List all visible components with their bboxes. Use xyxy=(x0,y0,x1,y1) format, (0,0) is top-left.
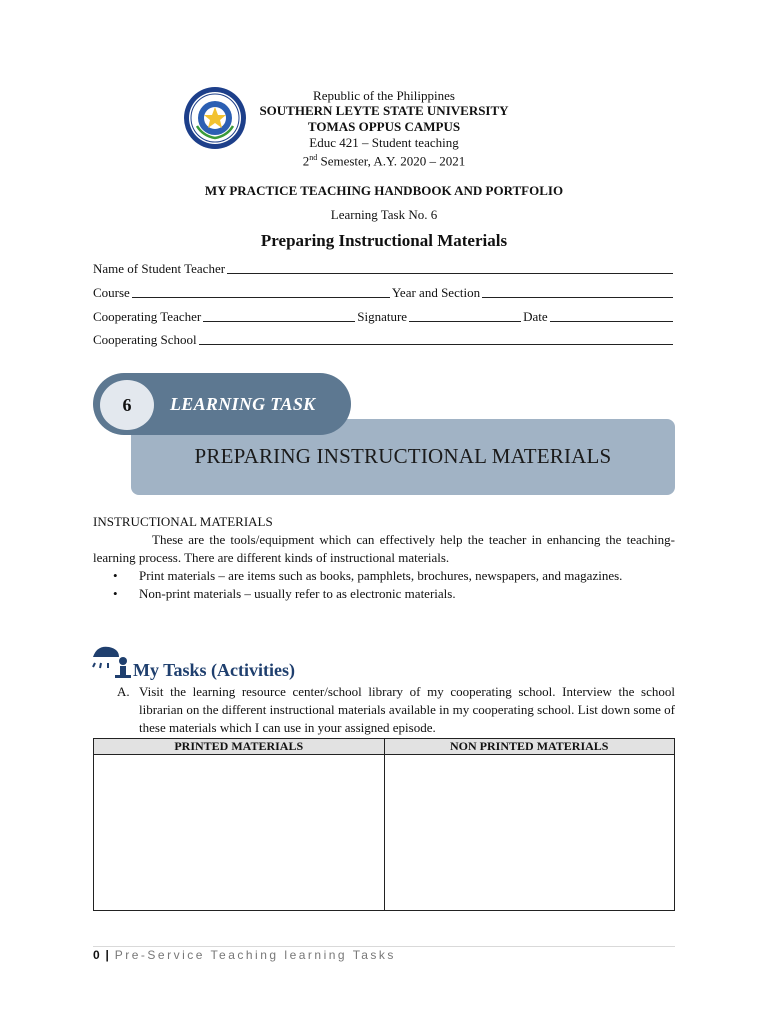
cooperating-teacher-field[interactable] xyxy=(203,309,355,322)
date-field[interactable] xyxy=(550,309,673,322)
cooperating-school-label: Cooperating School xyxy=(93,332,197,347)
course-field[interactable] xyxy=(132,285,390,298)
footer-divider xyxy=(93,946,675,947)
my-tasks-heading: My Tasks (Activities) xyxy=(133,660,295,680)
name-row xyxy=(93,259,675,277)
header-course: Educ 421 – Student teaching xyxy=(309,135,459,150)
section-paragraph: These are the tools/equipment which can effectively help the teacher in enhancing the teaching- learning process. There are different kinds of instructional materials. xyxy=(93,532,675,565)
idea-person-icon xyxy=(91,643,131,679)
handbook-title: MY PRACTICE TEACHING HANDBOOK AND PORTFOLIO xyxy=(204,183,564,198)
header-university: SOUTHERN LEYTE STATE UNIVERSITY xyxy=(259,103,509,118)
cooperating-teacher-label: Cooperating Teacher xyxy=(93,309,202,324)
course-label: Course xyxy=(93,285,130,300)
date-label: Date xyxy=(523,309,548,324)
header-semester: 2nd Semester, A.Y. 2020 – 2021 xyxy=(302,153,466,169)
footer-text: Pre-Service Teaching learning Tasks xyxy=(114,948,396,962)
page-number: 0 xyxy=(93,948,100,962)
task-title: Preparing Instructional Materials xyxy=(260,231,508,250)
footer-separator: | xyxy=(105,948,109,962)
task-item-a-text: Visit the learning resource center/school library of my cooperating school. Interview the school librarian on the different instructional materials available in my cooperating school. List down some of these materials which I can use in your assigned episode. xyxy=(139,684,675,735)
header-country: Republic of the Philippines xyxy=(313,88,455,103)
task-number-badge: 6 xyxy=(100,380,154,430)
non-printed-materials-header: NON PRINTED MATERIALS xyxy=(384,739,675,754)
task-item-a-marker: A. xyxy=(117,684,130,699)
banner-title: PREPARING INSTRUCTIONAL MATERIALS xyxy=(194,444,612,468)
printed-materials-cell[interactable] xyxy=(94,755,384,910)
bullet-icon: • xyxy=(113,568,118,583)
bullet-icon: • xyxy=(113,586,118,601)
bullet-item: • Non-print materials – usually refer to as electronic materials. xyxy=(93,585,675,603)
cooperating-school-row xyxy=(93,330,675,348)
cooperating-teacher-row xyxy=(93,307,675,325)
course-row xyxy=(93,283,675,301)
page-footer xyxy=(93,948,396,962)
task-number-title: Learning Task No. 6 xyxy=(330,207,438,222)
learning-task-label: LEARNING TASK xyxy=(170,394,316,414)
year-section-field[interactable] xyxy=(482,285,673,298)
table-body-row xyxy=(94,755,674,910)
non-printed-materials-cell[interactable] xyxy=(384,755,675,910)
signature-label: Signature xyxy=(357,309,408,324)
section-heading: INSTRUCTIONAL MATERIALS xyxy=(93,514,273,529)
header-campus: TOMAS OPPUS CAMPUS xyxy=(307,119,461,134)
table-header-row xyxy=(94,739,674,755)
name-field[interactable] xyxy=(227,261,673,274)
bullet-item: • Print materials – are items such as books, pamphlets, brochures, newspapers, and magazines. xyxy=(93,567,675,585)
instructional-materials-section xyxy=(93,513,675,603)
materials-table xyxy=(93,738,675,911)
task-item-a xyxy=(117,683,675,737)
signature-field[interactable] xyxy=(409,309,521,322)
year-section-label: Year and Section xyxy=(391,285,481,300)
name-label: Name of Student Teacher xyxy=(93,261,226,276)
printed-materials-header: PRINTED MATERIALS xyxy=(174,739,304,753)
cooperating-school-field[interactable] xyxy=(199,332,673,345)
